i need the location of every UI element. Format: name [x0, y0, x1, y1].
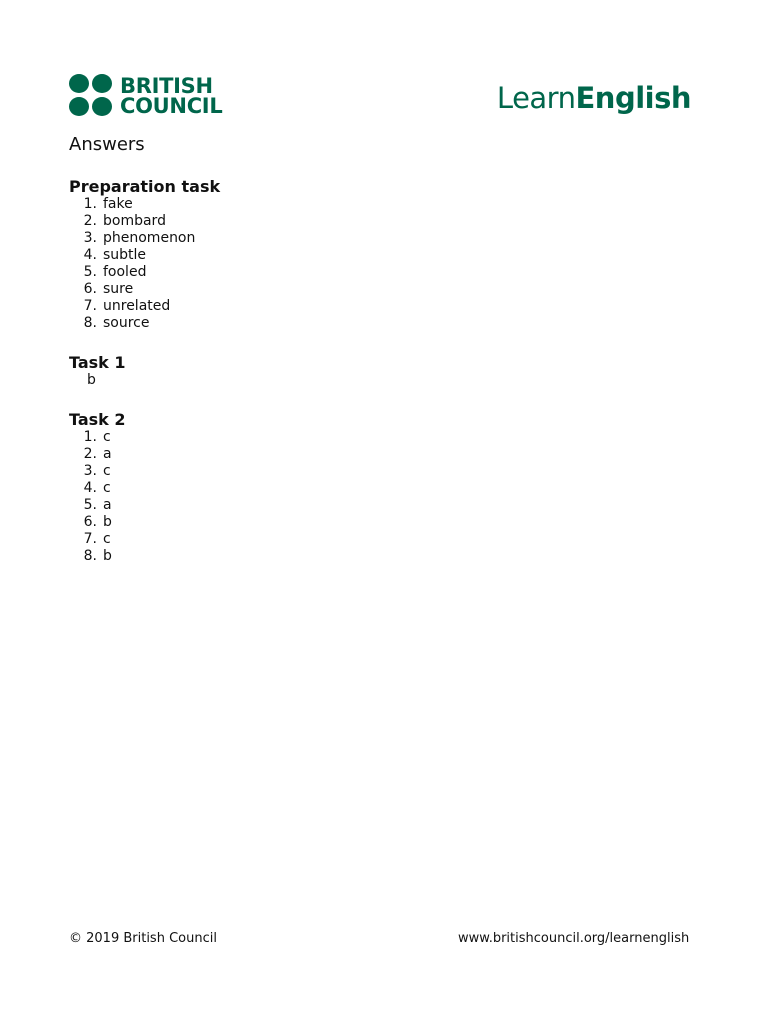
- british-council-logo: [69, 74, 222, 117]
- list-item: 8. b: [83, 548, 112, 564]
- british-council-wordmark: BRITISH COUNCIL: [120, 73, 223, 118]
- list-item: 8. source: [83, 315, 150, 331]
- learnenglish-logo-part2: English: [575, 81, 691, 115]
- list-item: 4. subtle: [83, 247, 147, 263]
- list-item: 2. a: [83, 446, 112, 462]
- preparation-task-heading: Preparation task: [69, 177, 221, 196]
- list-item: 3. c: [83, 463, 111, 479]
- preparation-task-list: [69, 196, 195, 332]
- learnenglish-logo-part1: Learn: [496, 81, 576, 115]
- british-council-dots-icon: [69, 74, 113, 117]
- list-item: 1. c: [83, 429, 111, 445]
- list-item: 3. phenomenon: [83, 230, 196, 246]
- task2-list: [69, 429, 112, 565]
- learnenglish-logo: [497, 81, 691, 115]
- list-item: 1. fake: [83, 196, 133, 212]
- footer-copyright: © 2019 British Council: [69, 931, 217, 946]
- list-item: 7. unrelated: [83, 298, 171, 314]
- list-item: 5. a: [83, 497, 112, 513]
- task1-heading: Task 1: [69, 353, 126, 372]
- page-title: Answers: [69, 134, 145, 155]
- task1-answer: b: [87, 372, 96, 388]
- list-item: 6. b: [83, 514, 112, 530]
- task2-heading: Task 2: [69, 410, 126, 429]
- list-item: 5. fooled: [83, 264, 147, 280]
- list-item: 2. bombard: [83, 213, 166, 229]
- list-item: 4. c: [83, 480, 111, 496]
- list-item: 6. sure: [83, 281, 134, 297]
- list-item: 7. c: [83, 531, 111, 547]
- footer-url: www.britishcouncil.org/learnenglish: [458, 931, 690, 946]
